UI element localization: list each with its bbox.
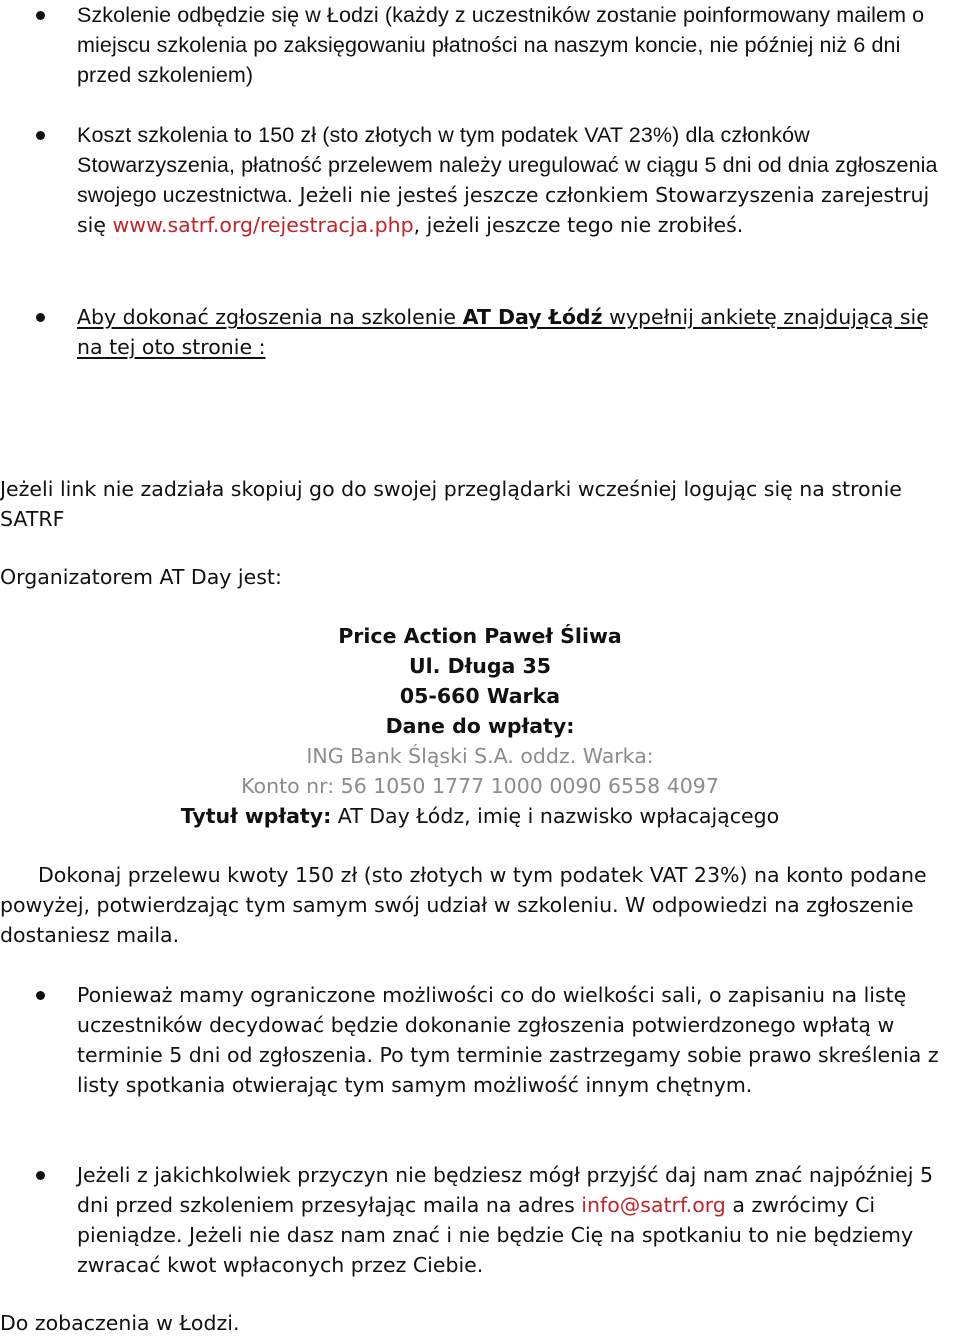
bullet-dot — [36, 313, 45, 322]
registration-link[interactable]: www.satrf.org/rejestracja.php — [112, 213, 414, 237]
organizer-street: Ul. Długa 35 — [409, 654, 551, 678]
organizer-name: Price Action Paweł Śliwa — [338, 624, 622, 648]
bullet-dot — [36, 131, 45, 140]
membership-text-end: , jeżeli jeszcze tego nie zrobiłeś. — [413, 213, 744, 237]
bullet-dot — [36, 1171, 45, 1180]
refund-text-end: a zwrócimy Ci pieniądze. Jeżeli nie dasz nam znać i nie będzie Cię na spotkaniu to nie będziemy zwracać kwot wpłaconych przez Ciebie. — [77, 1193, 914, 1277]
membership-text: Jeżeli nie jesteś jeszcze członkiem Stowarzyszenia zarejestruj się — [77, 183, 930, 237]
signup-text-end: wypełnij ankietę znajdującą się na tej oto stronie : — [77, 305, 929, 359]
bullet-capacity-text: Ponieważ mamy ograniczone możliwości co do wielkości sali, o zapisaniu na listę uczestników decydować będzie dokonanie zgłoszenia potwierdzonego wpłatą w terminie 5 dni od zgłoszenia. Po tym terminie zastrzegamy sobie prawo skreślenia z listy spotkania otwierając tym samym możliwość innym chętnym. — [77, 983, 939, 1097]
payment-label: Dane do wpłaty: — [385, 714, 575, 738]
bullet-venue-text: Szkolenie odbędzie się w Łodzi (każdy z uczestników zostanie poinformowany mailem o miejscu szkolenia po zaksięgowaniu płatności na naszym koncie, nie później niż 6 dni przed szkoleniem) — [77, 3, 925, 87]
closing-text: Do zobaczenia w Łodzi. — [0, 1311, 240, 1335]
transfer-note: Dokonaj przelewu kwoty 150 zł (sto złotych w tym podatek VAT 23%) na konto podane powyżej, potwierdzając tym samym swój udział w szkoleniu. W odpowiedzi na zgłoszenie dostaniesz maila. — [0, 863, 927, 947]
bullet-cost-text — [77, 120, 957, 240]
organizer-label: Organizatorem AT Day jest: — [0, 565, 282, 589]
organizer-details — [0, 621, 960, 831]
bullet-refund-text — [77, 1160, 957, 1280]
payment-title-label: Tytuł wpłaty: — [180, 804, 332, 828]
link-note: Jeżeli link nie zadziała skopiuj go do swojej przeglądarki wcześniej logując się na stronie SATRF — [0, 477, 902, 531]
bullet-dot — [36, 991, 45, 1000]
account-number: Konto nr: 56 1050 1777 1000 0090 6558 4097 — [241, 774, 719, 798]
bank-name: ING Bank Śląski S.A. oddz. Warka: — [306, 744, 654, 768]
contact-email-link[interactable]: info@satrf.org — [581, 1193, 726, 1217]
cost-text: Koszt szkolenia to 150 zł (sto złotych w tym podatek VAT 23%) dla członków Stowarzyszenia, płatność przelewem należy uregulować w ciągu 5 dni od dnia zgłoszenia swojego uczestnictwa. — [77, 123, 938, 207]
refund-text: Jeżeli z jakichkolwiek przyczyn nie będziesz mógł przyjść daj nam znać najpóźniej 5 dni przed szkoleniem przesyłając maila na adres — [77, 1163, 934, 1217]
payment-title — [0, 801, 960, 831]
bullet-dot — [36, 11, 45, 20]
signup-text: Aby dokonać zgłoszenia na szkolenie — [77, 305, 457, 329]
organizer-city: 05-660 Warka — [399, 684, 561, 708]
payment-title-value: AT Day Łódz, imię i nazwisko wpłacającego — [337, 804, 780, 828]
bullet-signup-text[interactable] — [77, 302, 957, 362]
event-name: AT Day Łódź — [462, 305, 603, 329]
